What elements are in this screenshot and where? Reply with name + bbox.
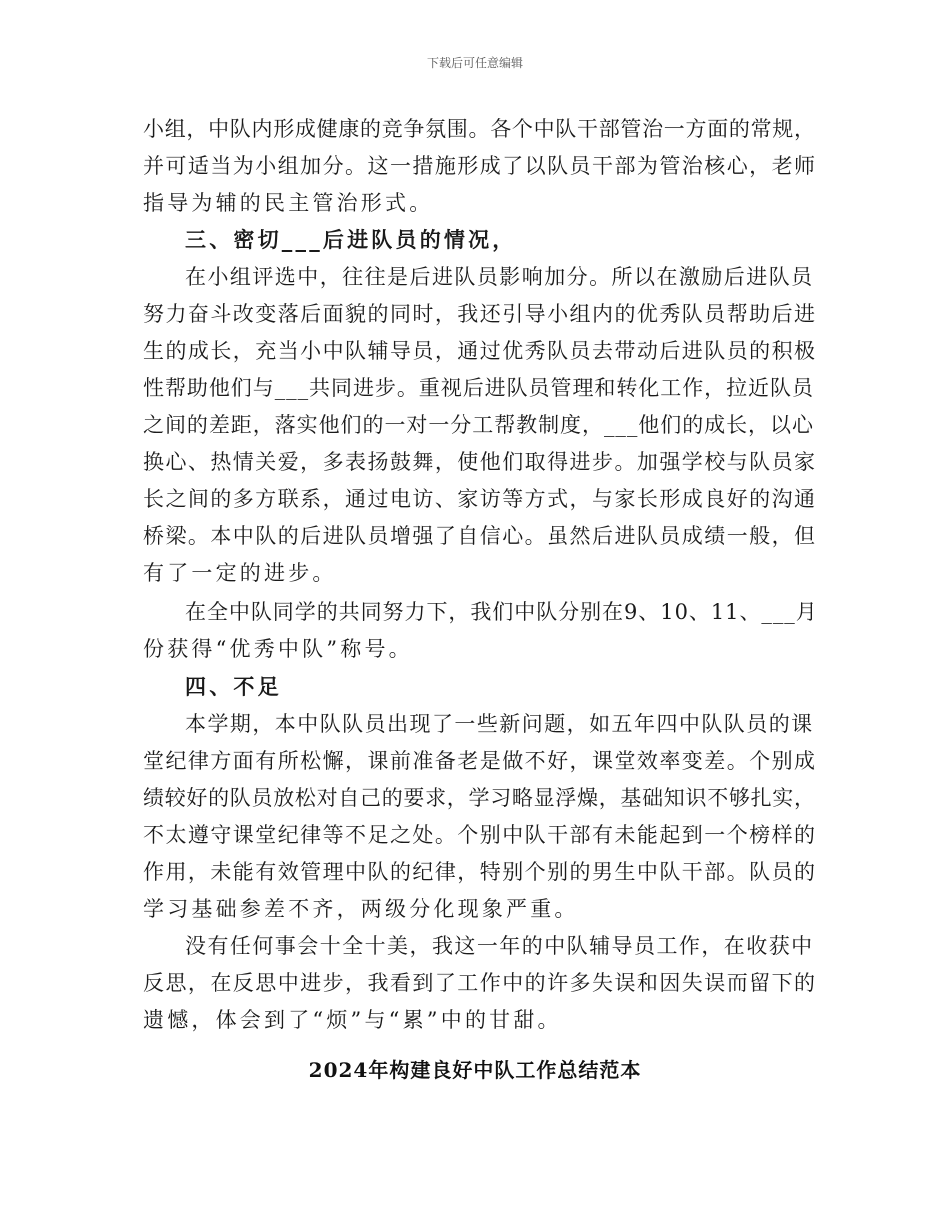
document-title: 2024年构建良好中队工作总结范本 (308, 1058, 642, 1082)
body-line: 堂纪律方面有所松懈，课前准备老是做不好，课堂效率变差。个别成 (143, 749, 817, 773)
body-line: 份获得“优秀中队”称号。 (143, 637, 413, 661)
body-line: 指导为辅的民主管治形式。 (143, 191, 434, 215)
section-heading: 三、密切___后进队员的情况， (185, 227, 517, 252)
body-line: 本学期，本中队队员出现了一些新问题，如五年四中队队员的课 (185, 712, 814, 736)
page-header: 下载后可任意编辑 (426, 56, 523, 70)
body-line: 在小组评选中，往往是后进队员影响加分。所以在激励后进队员 (185, 265, 814, 289)
body-line: 之间的差距，落实他们的一对一分工帮教制度，___他们的成长，以心 (143, 413, 814, 437)
body-line: 绩较好的队员放松对自己的要求，学习略显浮燥，基础知识不够扎实， (143, 786, 816, 810)
body-line: 没有任何事会十全十美，我这一年的中队辅导员工作，在收获中 (185, 934, 814, 958)
body-line: 学习基础参差不齐，两级分化现象严重。 (143, 897, 579, 921)
body-line: 作用，未能有效管理中队的纪律，特别个别的男生中队干部。队员的 (143, 860, 817, 884)
body-line: 不太遵守课堂纪律等不足之处。个别中队干部有未能起到一个榜样的 (143, 823, 817, 847)
body-line: 小组，中队内形成健康的竞争氛围。各个中队干部管治一方面的常规， (143, 117, 816, 141)
section-heading: 四、不足 (185, 674, 282, 699)
body-line: 并可适当为小组加分。这一措施形成了以队员干部为管治核心，老师 (143, 154, 817, 178)
body-line: 反思，在反思中进步，我看到了工作中的许多失误和因失误而留下的 (143, 971, 817, 995)
body-line: 换心、热情关爱，多表扬鼓舞，使他们取得进步。加强学校与队员家 (143, 450, 817, 474)
body-line: 在全中队同学的共同努力下，我们中队分别在9、10、11、___月 (185, 600, 818, 624)
body-line: 生的成长，充当小中队辅导员，通过优秀队员去带动后进队员的积极 (143, 339, 817, 363)
body-line: 性帮助他们与___共同进步。重视后进队员管理和转化工作，拉近队员 (143, 376, 814, 400)
body-line: 遗憾，体会到了“烦”与“累”中的甘甜。 (143, 1008, 562, 1032)
body-line: 长之间的多方联系，通过电访、家访等方式，与家长形成良好的沟通 (143, 487, 817, 511)
body-line: 桥梁。本中队的后进队员增强了自信心。虽然后进队员成绩一般，但 (143, 524, 817, 548)
body-line: 有了一定的进步。 (143, 561, 337, 585)
body-line: 努力奋斗改变落后面貌的同时，我还引导小组内的优秀队员帮助后进 (143, 302, 817, 326)
